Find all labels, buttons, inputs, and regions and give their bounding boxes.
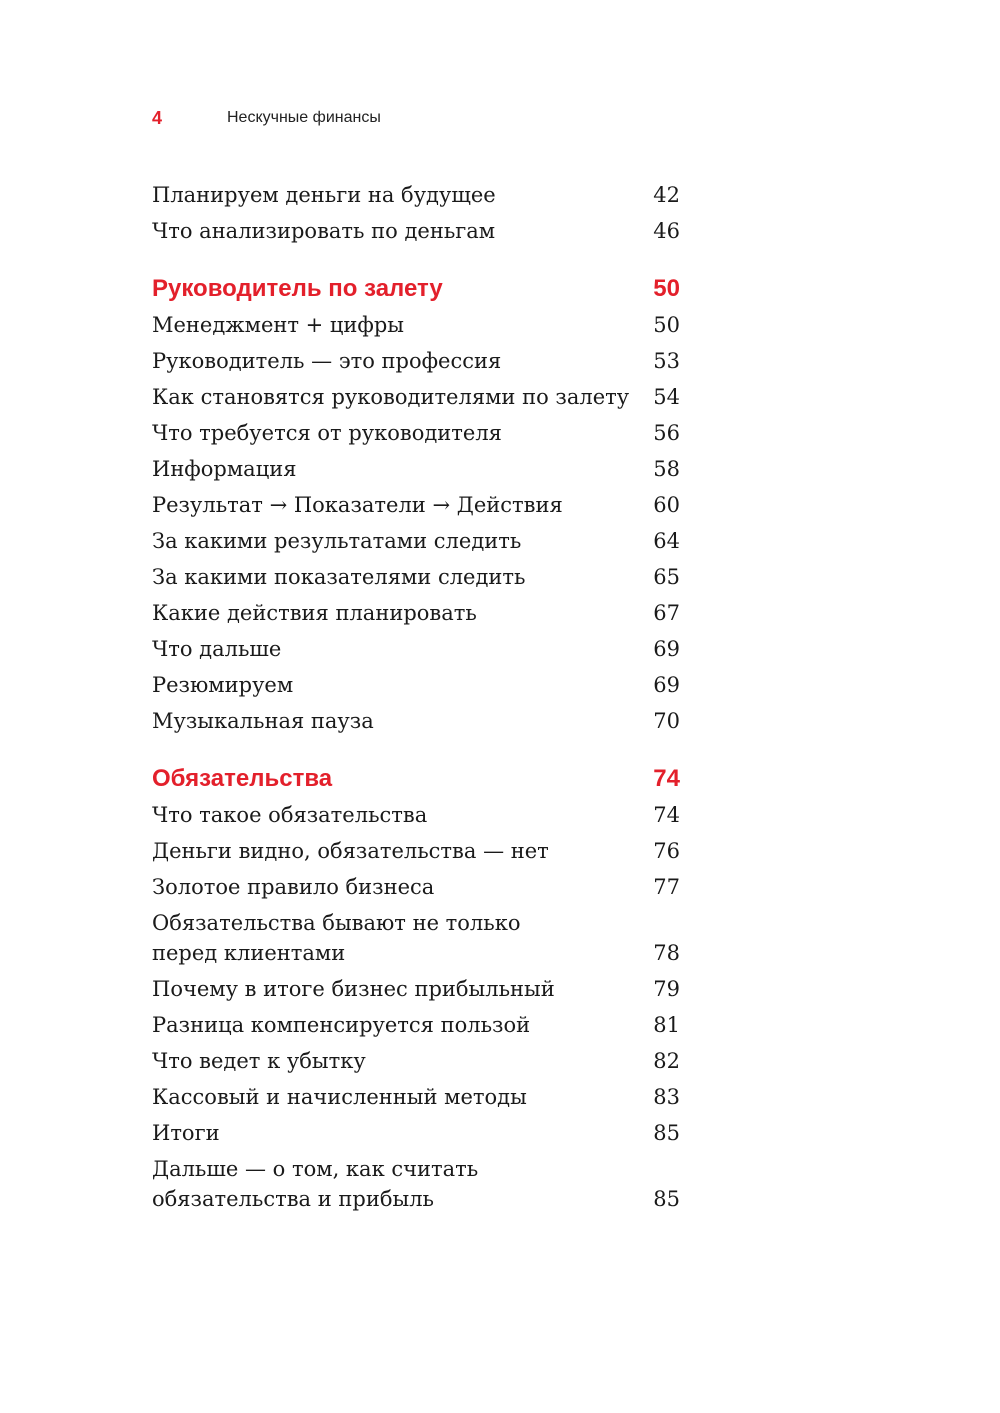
toc-entry[interactable] [152, 1118, 680, 1148]
toc-entry[interactable] [152, 634, 680, 664]
toc-entry-page: 74 [653, 803, 680, 827]
running-header [152, 105, 381, 131]
toc-entry-title-line: перед клиентами [152, 941, 346, 965]
toc-entry-title: Что такое обязательства [152, 803, 428, 827]
toc-entry[interactable] [152, 346, 680, 376]
toc-entry[interactable] [152, 1010, 680, 1040]
toc-entry-title: Что анализировать по деньгам [152, 219, 496, 243]
toc-entry[interactable] [152, 1046, 680, 1076]
section-spacer [152, 742, 680, 764]
toc-entry-title [152, 1154, 653, 1214]
toc-entry-page: 69 [653, 637, 680, 661]
toc-entry-page: 54 [653, 385, 680, 409]
toc-entry-title: За какими результатами следить [152, 529, 522, 553]
toc-entry[interactable] [152, 836, 680, 866]
toc-entry-page: 53 [653, 349, 680, 373]
toc-section-heading[interactable] [152, 764, 680, 794]
toc-entry-title: Разница компенсируется пользой [152, 1013, 531, 1037]
toc-entry[interactable] [152, 418, 680, 448]
section-title: Обязательства [152, 765, 333, 792]
toc-entry[interactable] [152, 1082, 680, 1112]
toc-entry-title: Итоги [152, 1121, 220, 1145]
section-spacer [152, 252, 680, 274]
toc-entry[interactable] [152, 526, 680, 556]
toc-entry[interactable] [152, 598, 680, 628]
toc-entry-title-line: обязательства и прибыль [152, 1187, 434, 1211]
toc-entry[interactable] [152, 310, 680, 340]
toc-entry-title: Какие действия планировать [152, 601, 477, 625]
toc-entry[interactable] [152, 382, 680, 412]
toc-entry-title: Кассовый и начисленный методы [152, 1085, 527, 1109]
toc-entry-page: 50 [653, 313, 680, 337]
toc-entry-title: Что дальше [152, 637, 282, 661]
toc-entry-page: 60 [653, 493, 680, 517]
toc-entry-title: Планируем деньги на будущее [152, 183, 496, 207]
toc-entry-page: 79 [653, 977, 680, 1001]
toc-entry-title: Как становятся руководителями по залету [152, 385, 630, 409]
toc-entry-title: Руководитель — это профессия [152, 349, 502, 373]
toc-entry[interactable] [152, 216, 680, 246]
toc-entry-title: Менеджмент + цифры [152, 313, 405, 337]
toc-entry[interactable] [152, 1154, 680, 1214]
toc-entry-page: 58 [653, 457, 680, 481]
toc-entry-page: 76 [653, 839, 680, 863]
toc-entry-title: Что ведет к убытку [152, 1049, 366, 1073]
toc-entry-page: 69 [653, 673, 680, 697]
toc-entry-title: Золотое правило бизнеса [152, 875, 435, 899]
toc-entry[interactable] [152, 800, 680, 830]
toc-entry-page: 85 [653, 1121, 680, 1145]
toc-entry-title: Деньги видно, обязательства — нет [152, 839, 549, 863]
toc-entry[interactable] [152, 872, 680, 902]
toc-section-heading[interactable] [152, 274, 680, 304]
toc-entry-page: 46 [653, 219, 680, 243]
toc-entry[interactable] [152, 180, 680, 210]
page-number: 4 [152, 107, 163, 128]
toc-entry-title-line: Дальше — о том, как считать [152, 1157, 479, 1181]
toc-entry[interactable] [152, 454, 680, 484]
toc-entry-title: Почему в итоге бизнес прибыльный [152, 977, 555, 1001]
toc-entry-title: Резюмируем [152, 673, 294, 697]
toc-entry-page: 83 [653, 1085, 680, 1109]
toc-entry[interactable] [152, 974, 680, 1004]
toc-entry-title: Музыкальная пауза [152, 709, 374, 733]
toc-entry[interactable] [152, 670, 680, 700]
toc-entry-page: 81 [653, 1013, 680, 1037]
toc-entry-page: 56 [653, 421, 680, 445]
toc-entry[interactable] [152, 490, 680, 520]
toc-entry-page: 82 [653, 1049, 680, 1073]
toc-entry-title: Информация [152, 457, 297, 481]
toc-entry-page: 85 [653, 1187, 680, 1211]
toc-entry[interactable] [152, 562, 680, 592]
section-page: 74 [653, 765, 680, 792]
toc-entry-title: Результат → Показатели → Действия [152, 493, 563, 517]
section-page: 50 [653, 275, 680, 302]
toc-entry-title [152, 908, 653, 968]
table-of-contents [152, 180, 680, 1220]
toc-entry-page: 65 [653, 565, 680, 589]
toc-entry-title: За какими показателями следить [152, 565, 526, 589]
book-title: Нескучные финансы [227, 109, 381, 126]
toc-entry-page: 77 [653, 875, 680, 899]
toc-entry-page: 70 [653, 709, 680, 733]
toc-entry-page: 67 [653, 601, 680, 625]
toc-entry-title: Что требуется от руководителя [152, 421, 502, 445]
toc-entry[interactable] [152, 706, 680, 736]
toc-entry-page: 64 [653, 529, 680, 553]
toc-entry-page: 78 [653, 941, 680, 965]
section-title: Руководитель по залету [152, 275, 443, 302]
toc-entry[interactable] [152, 908, 680, 968]
toc-entry-title-line: Обязательства бывают не только [152, 911, 521, 935]
toc-entry-page: 42 [653, 183, 680, 207]
